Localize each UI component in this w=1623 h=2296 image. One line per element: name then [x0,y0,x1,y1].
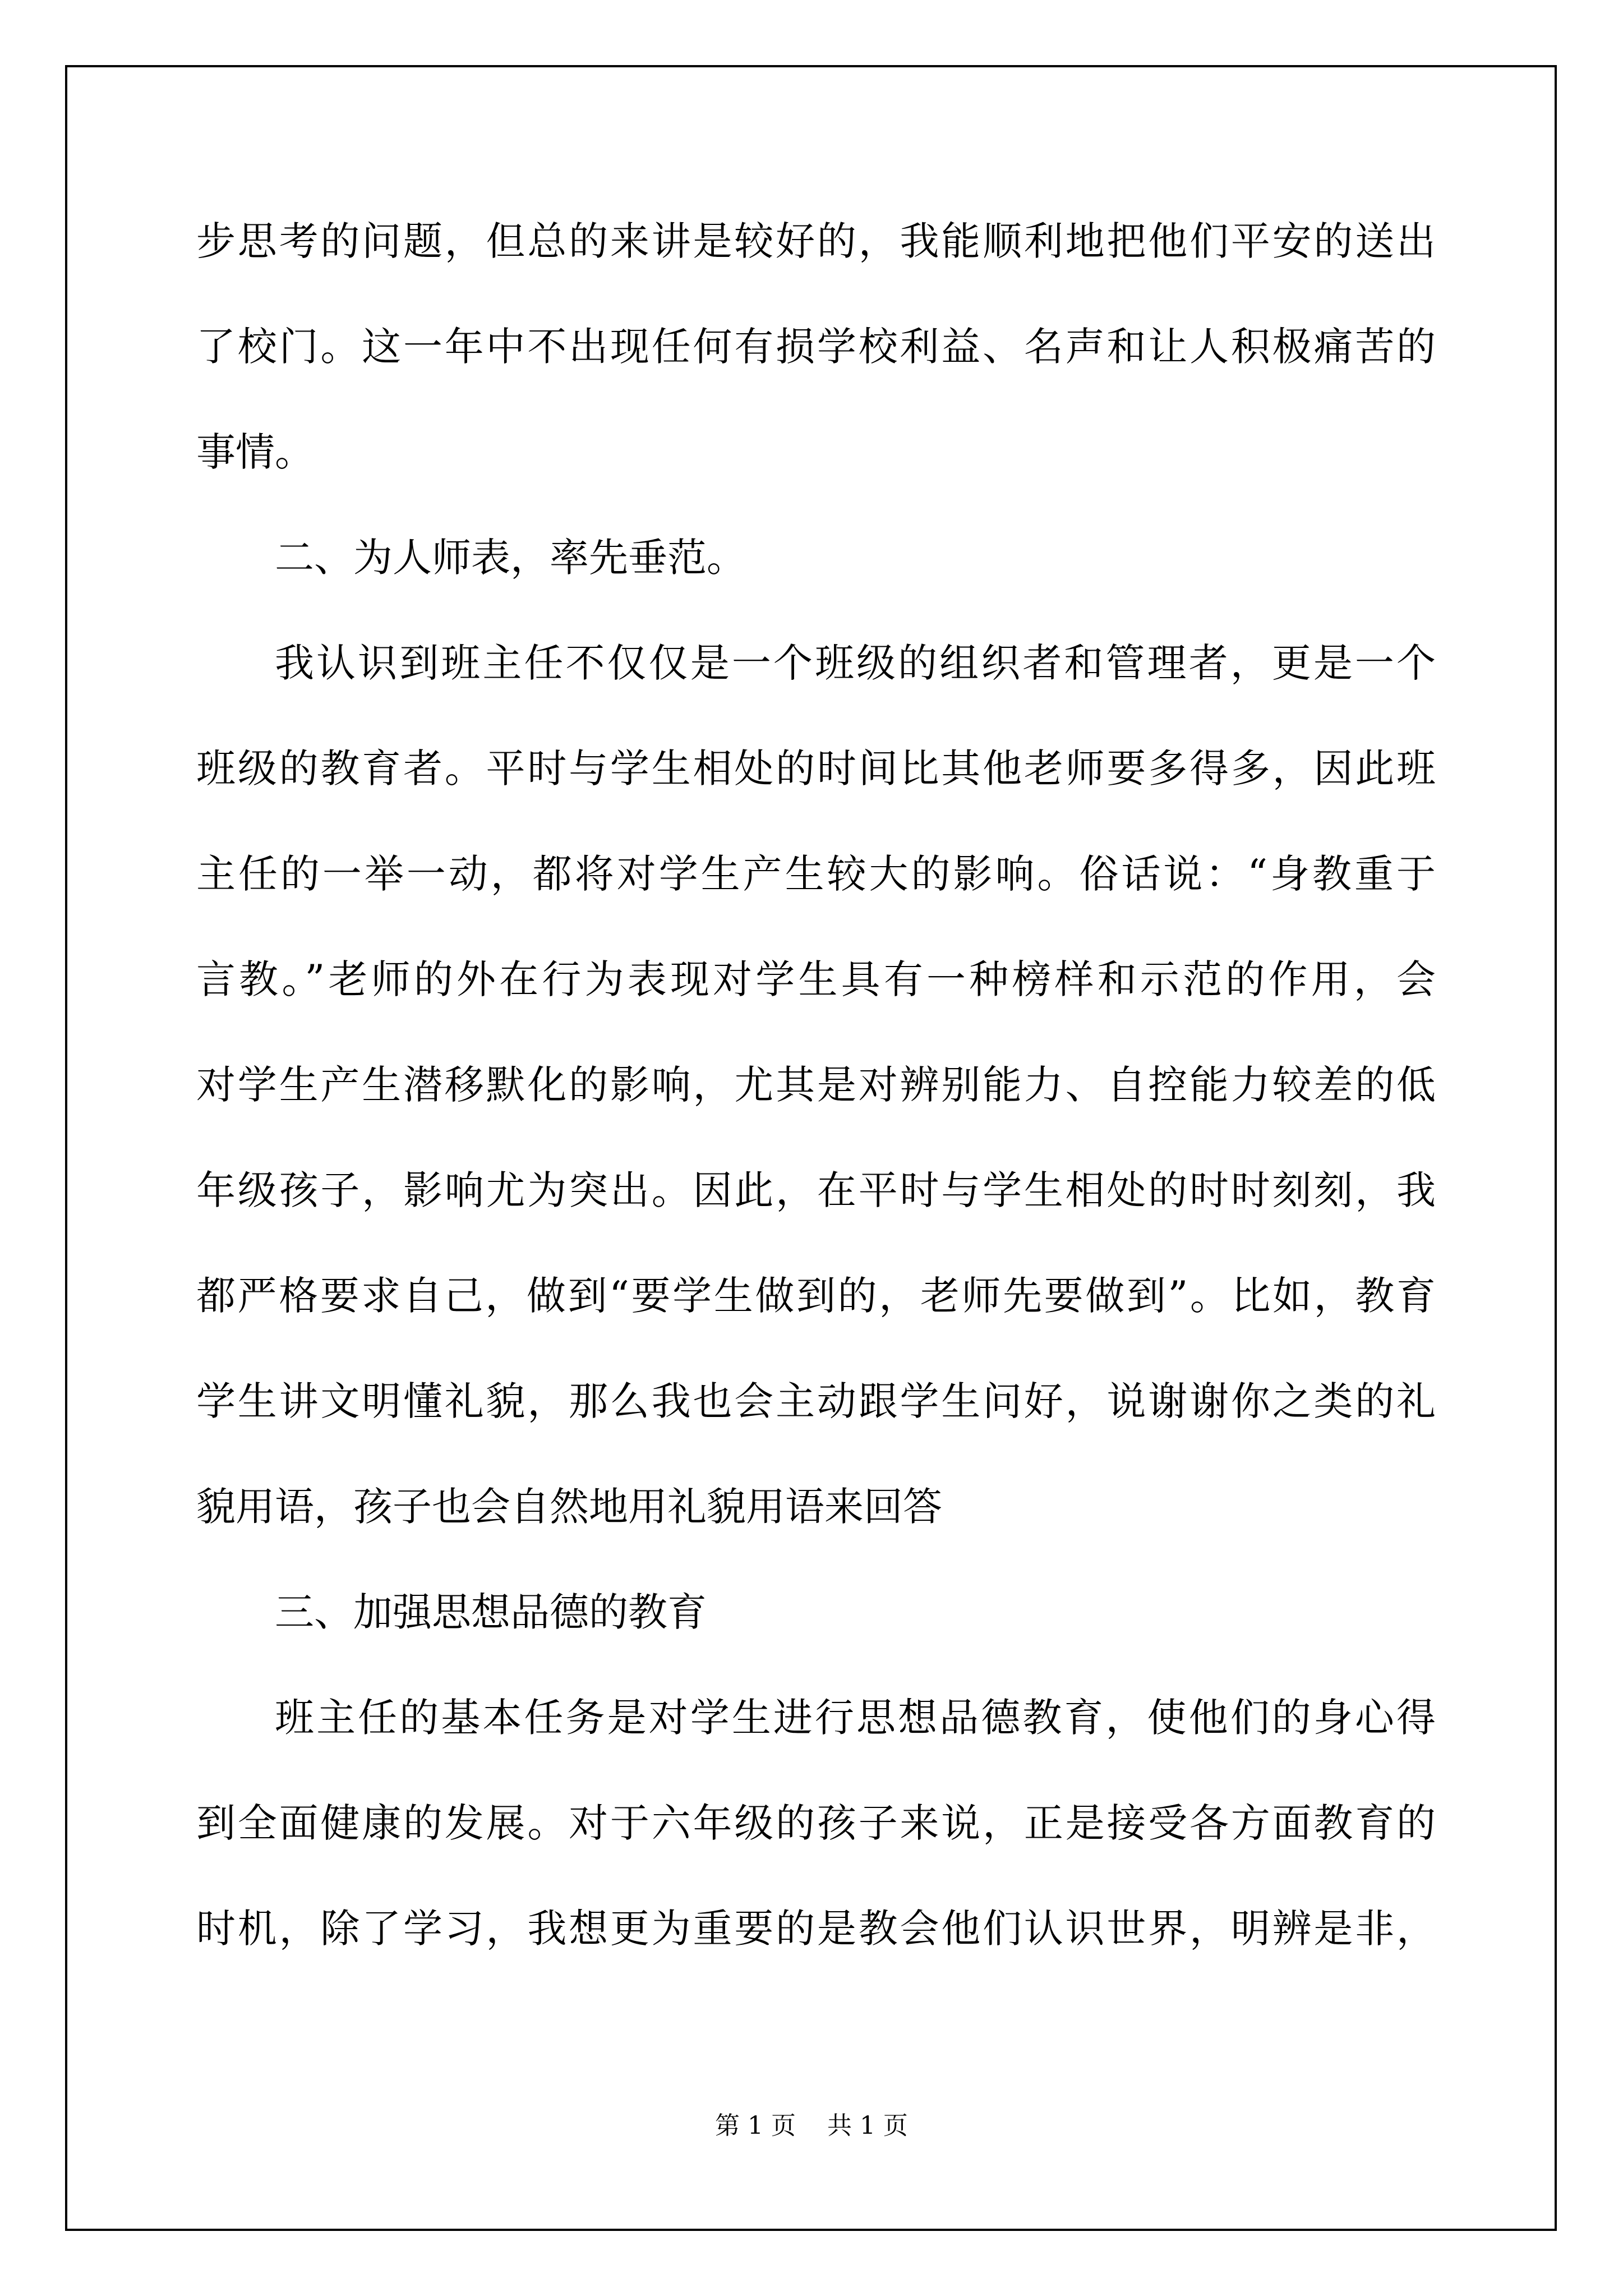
text-line: 对学生产生潜移默化的影响，尤其是对辨别能力、自控能力较差的低 [196,1062,1436,1108]
text-line: 到全面健康的发展。对于六年级的孩子来说，正是接受各方面教育的 [196,1800,1436,1846]
section-heading: 二、为人师表，率先垂范。 [275,535,746,581]
text-line: 主任的一举一动，都将对学生产生较大的影响。俗话说：“身教重于 [196,851,1436,897]
text-line: 了校门。这一年中不出现任何有损学校利益、名声和让人积极痛苦的 [196,324,1436,370]
text-line: 事情。 [196,429,314,475]
text-line: 年级孩子，影响尤为突出。因此，在平时与学生相处的时时刻刻，我 [196,1167,1436,1213]
text-line: 时机，除了学习，我想更为重要的是教会他们认识世界，明辨是非， [196,1906,1436,1952]
text-line: 言教。”老师的外在行为表现对学生具有一种榜样和示范的作用，会 [196,956,1436,1002]
section-heading: 三、加强思想品德的教育 [275,1589,707,1635]
text-line: 学生讲文明懂礼貌，那么我也会主动跟学生问好，说谢谢你之类的礼 [196,1378,1436,1424]
text-line: 都严格要求自己，做到“要学生做到的，老师先要做到”。比如，教育 [196,1273,1436,1319]
text-line: 我认识到班主任不仅仅是一个班级的组织者和管理者，更是一个 [275,640,1436,686]
text-line: 步思考的问题，但总的来讲是较好的，我能顺利地把他们平安的送出 [196,218,1436,264]
text-line: 班主任的基本任务是对学生进行思想品德教育，使他们的身心得 [275,1695,1436,1741]
text-line: 班级的教育者。平时与学生相处的时间比其他老师要多得多，因此班 [196,746,1436,792]
text-line: 貌用语，孩子也会自然地用礼貌用语来回答 [196,1484,942,1530]
page-footer: 第 1 页 共 1 页 [715,2111,908,2140]
